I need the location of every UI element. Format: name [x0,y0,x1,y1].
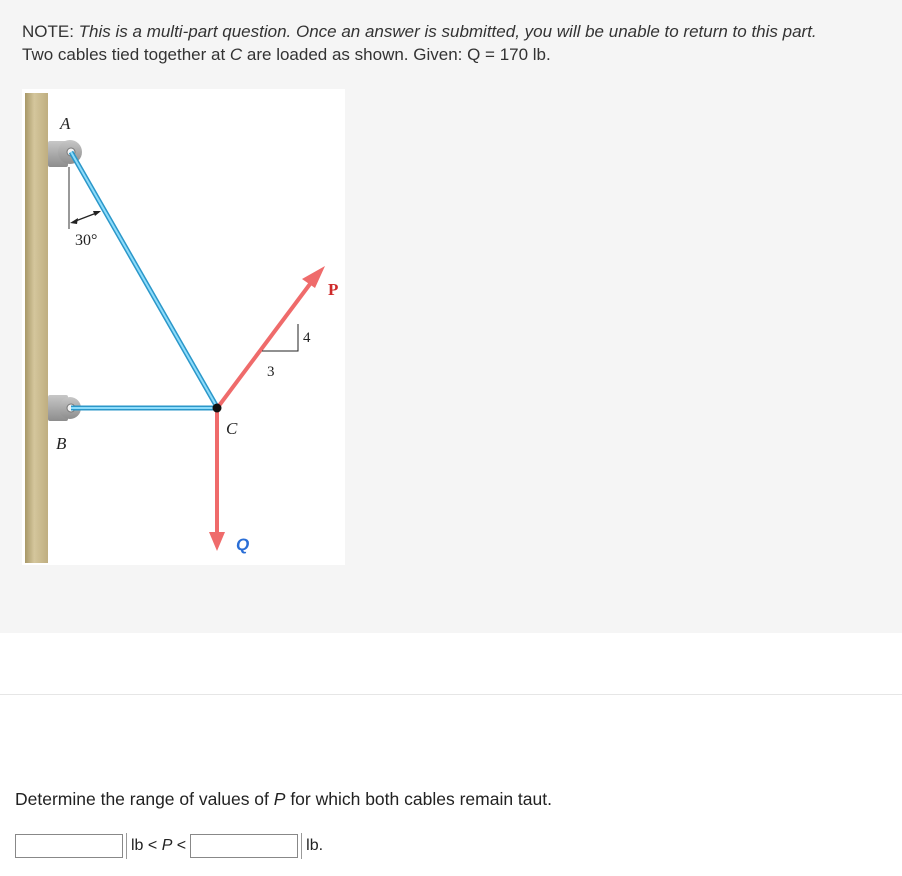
force-q-arrow [209,409,225,551]
knot-c [213,404,222,413]
answer-row [15,832,327,860]
upper-bound-input[interactable] [190,834,298,858]
note-warning: This is a multi-part question. Once an answer is submitted, you will be unable to return to this part. [78,22,817,41]
slope-run-label: 3 [267,364,275,380]
note-line-1 [22,20,817,43]
angle-arrow [70,211,101,224]
label-q: Q [236,535,250,554]
middle-var-p: P [161,837,173,854]
label-a: A [60,114,71,133]
note-line-2-start: Two cables tied together at [22,45,230,64]
problem-note [22,20,817,66]
note-given: are loaded as shown. Given: Q = 170 lb. [242,45,551,64]
label-b: B [56,434,67,453]
note-line-2 [22,43,817,66]
middle-label [127,837,190,855]
question-text [15,789,552,810]
middle-label-start: lb < [131,837,162,854]
question-var-p: P [273,789,286,809]
unit-label: lb. [306,837,324,854]
lower-bound-input[interactable] [15,834,123,858]
slope-rise-label: 4 [303,330,311,346]
note-prefix: NOTE: [22,22,79,41]
wall [25,93,48,563]
slope-triangle [262,324,298,351]
note-var-c: C [229,45,243,64]
cable-diagram [22,89,345,565]
angle-label: 30° [75,232,98,249]
label-c: C [226,419,238,438]
cable-ac [71,152,217,407]
question-end: for which both cables remain taut. [285,789,552,809]
problem-figure [22,89,345,565]
label-p: P [328,280,339,299]
question-start: Determine the range of values of [15,789,274,809]
middle-label-end: < [172,837,187,854]
section-divider [0,694,902,695]
